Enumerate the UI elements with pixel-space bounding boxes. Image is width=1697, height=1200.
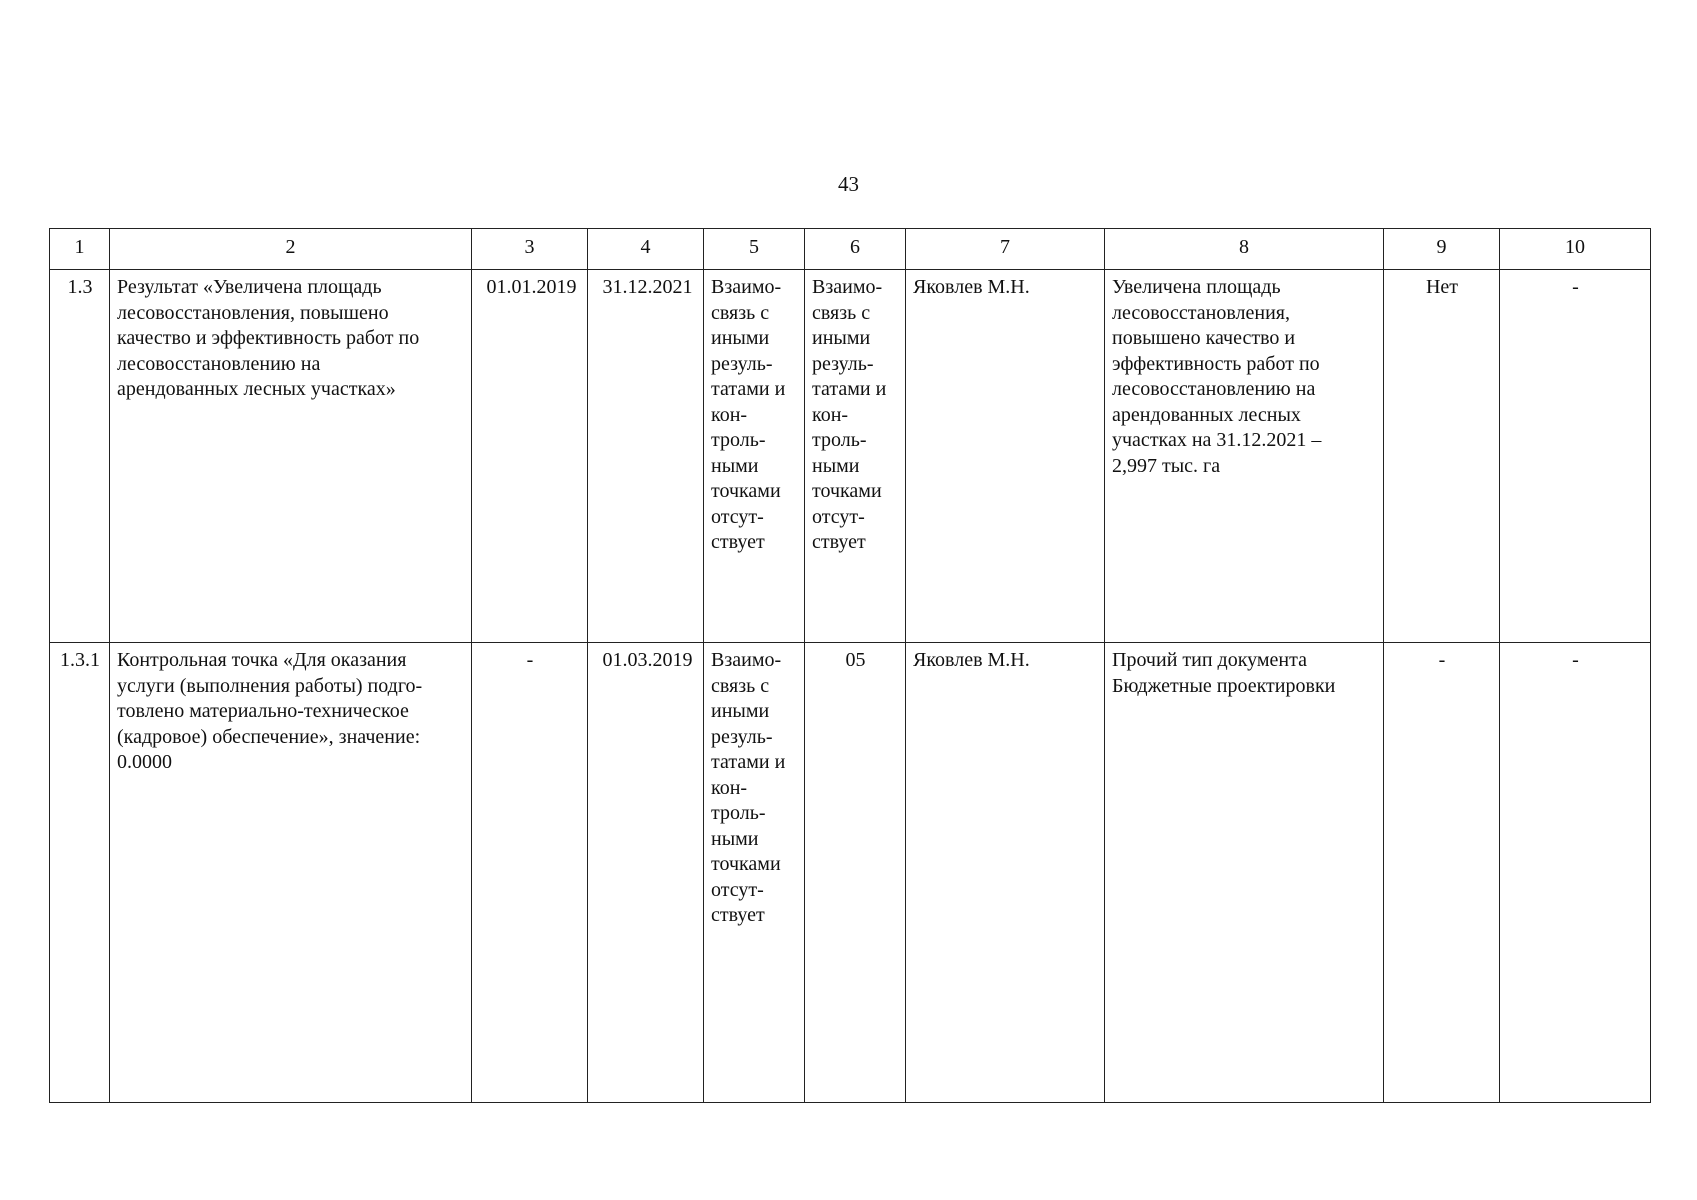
text-line: лесовосстановления, (1112, 301, 1290, 324)
text-line: Бюджетные проектировки (1112, 674, 1336, 697)
row-number: 1.3 (50, 270, 110, 643)
result-description (1105, 270, 1384, 643)
plan-table (49, 228, 1651, 1103)
responsible-person: Яковлев М.Н. (906, 270, 1105, 643)
text-line: лесовосстановлению на (1112, 378, 1316, 400)
column-header: 3 (472, 229, 588, 270)
text-line: 0.0000 (117, 751, 172, 773)
column-header: 10 (1500, 229, 1651, 270)
table-row (50, 643, 1651, 1103)
text-line: татами и (711, 751, 786, 773)
text-line: отсут- (711, 505, 764, 528)
text-line: Результат «Увеличена площадь (117, 276, 382, 298)
result-description (1105, 643, 1384, 1103)
page-number: 43 (838, 172, 859, 196)
text-line: Взаимо- (812, 276, 883, 298)
text-line: услуги (выполнения работы) подго- (117, 674, 423, 697)
column-header: 9 (1384, 229, 1500, 270)
text-line: отсут- (711, 878, 764, 901)
column-header: 6 (805, 229, 906, 270)
text-line: точками (711, 853, 781, 875)
text-line: связь с (711, 301, 770, 324)
text-line: резуль- (812, 352, 874, 375)
start-date: - (472, 643, 588, 1103)
text-line: кон- (812, 403, 849, 426)
end-date: 31.12.2021 (588, 270, 704, 643)
successor-cell: 05 (805, 643, 906, 1103)
column-10-value: - (1500, 643, 1651, 1103)
text-line: повышено качество и (1112, 327, 1296, 349)
text-line: эффективность работ по (1112, 352, 1320, 375)
text-line: связь с (812, 301, 871, 324)
text-line: ствует (711, 531, 765, 553)
start-date: 01.01.2019 (472, 270, 588, 643)
column-header: 2 (110, 229, 472, 270)
text-line: Взаимо- (711, 649, 782, 671)
text-line: татами и (812, 378, 887, 400)
text-line: кон- (711, 776, 748, 799)
text-line: ными (711, 827, 759, 850)
column-9-value: - (1384, 643, 1500, 1103)
row-number: 1.3.1 (50, 643, 110, 1103)
text-line: связь с (711, 674, 770, 697)
text-line: Увеличена площадь (1112, 276, 1281, 298)
text-line: лесовосстановлению на (117, 352, 321, 375)
text-line: троль- (711, 429, 766, 451)
text-line: ными (812, 454, 860, 477)
text-line: ными (711, 454, 759, 477)
predecessor-cell (704, 643, 805, 1103)
text-line: татами и (711, 378, 786, 400)
end-date: 01.03.2019 (588, 643, 704, 1103)
column-header: 4 (588, 229, 704, 270)
text-line: ствует (711, 904, 765, 926)
item-description (110, 643, 472, 1103)
text-line: арендованных лесных участках» (117, 378, 396, 400)
text-line: резуль- (711, 352, 773, 375)
text-line: иными (711, 327, 770, 349)
text-line: отсут- (812, 505, 865, 528)
text-line: ствует (812, 531, 866, 553)
text-line: лесовосстановления, повышено (117, 301, 389, 324)
text-line: Взаимо- (711, 276, 782, 298)
text-line: иными (711, 700, 770, 722)
text-line: иными (812, 327, 871, 349)
text-line: 2,997 тыс. га (1112, 454, 1221, 477)
text-line: троль- (812, 429, 867, 451)
column-header: 7 (906, 229, 1105, 270)
text-line: участках на 31.12.2021 – (1112, 429, 1322, 451)
text-line: точками (711, 480, 781, 502)
column-header: 1 (50, 229, 110, 270)
item-description (110, 270, 472, 643)
text-line: арендованных лесных (1112, 403, 1301, 426)
text-line: резуль- (711, 725, 773, 748)
text-line: точками (812, 480, 882, 502)
text-line: (кадровое) обеспечение», значение: (117, 725, 421, 748)
table-header-row (50, 229, 1651, 270)
table-row (50, 270, 1651, 643)
column-10-value: - (1500, 270, 1651, 643)
text-line: кон- (711, 403, 748, 426)
text-line: товлено материально-техническое (117, 700, 409, 722)
predecessor-cell (704, 270, 805, 643)
text-line: Прочий тип документа (1112, 649, 1307, 671)
column-header: 8 (1105, 229, 1384, 270)
text-line: качество и эффективность работ по (117, 327, 420, 349)
text-line: троль- (711, 802, 766, 824)
text-line: Контрольная точка «Для оказания (117, 649, 407, 671)
column-header: 5 (704, 229, 805, 270)
responsible-person: Яковлев М.Н. (906, 643, 1105, 1103)
column-9-value: Нет (1384, 270, 1500, 643)
successor-cell (805, 270, 906, 643)
